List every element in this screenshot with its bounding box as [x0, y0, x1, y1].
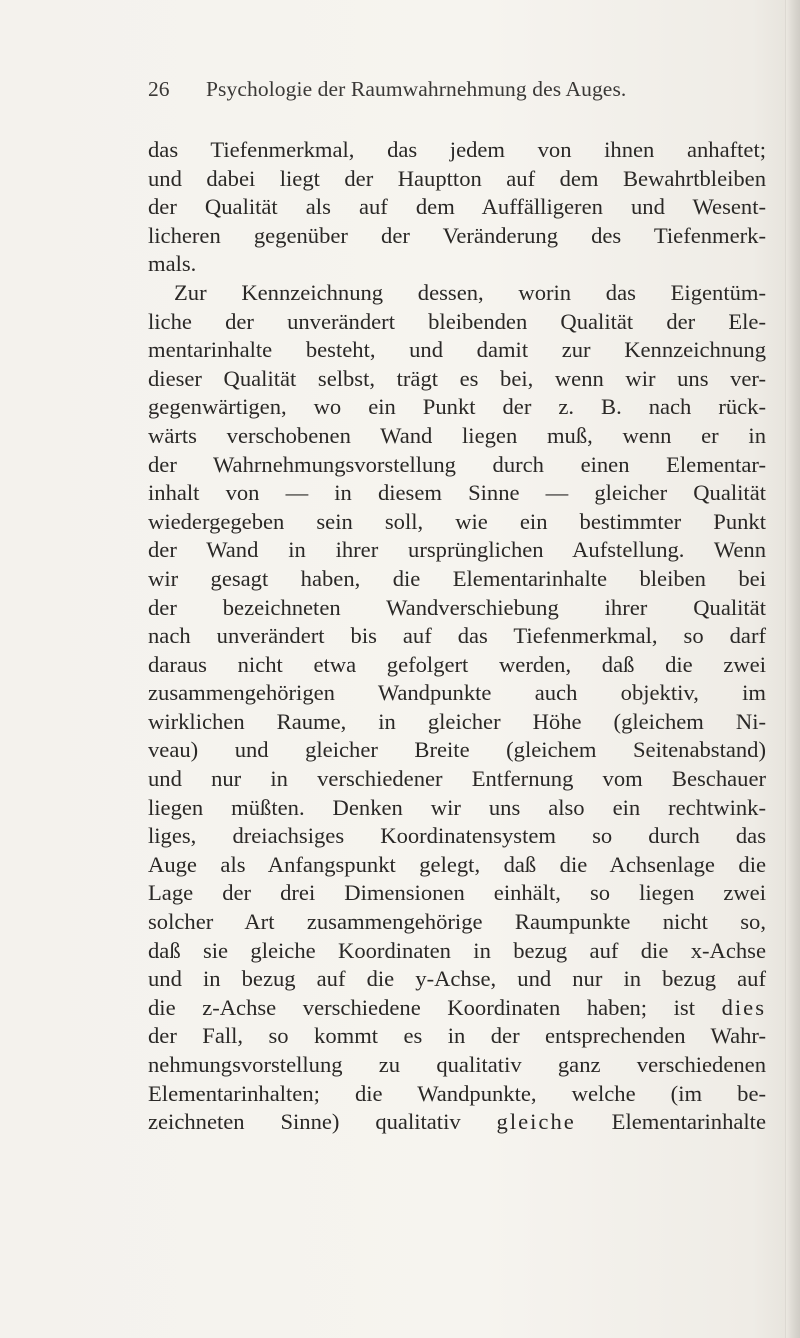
text-line: zusammengehörigen Wandpunkte auch objektiv, im: [148, 680, 766, 706]
text-line: veau) und gleicher Breite (gleichem Seitenabstand): [148, 737, 766, 763]
text-fragment: zeichneten Sinne) qualitativ: [148, 1109, 461, 1135]
text-line: licheren gegenüber der Veränderung des Tiefenmerk-: [148, 222, 766, 248]
text-line: gegenwärtigen, wo ein Punkt der z. B. nach rück-: [148, 394, 766, 420]
page-number: 26: [148, 77, 170, 101]
text-line-emphasis: [148, 1108, 766, 1137]
running-head: [148, 76, 708, 102]
text-line: mals.: [148, 251, 197, 277]
text-line: der Wahrnehmungsvorstellung durch einen Elementar-: [148, 451, 766, 477]
text-line: der Wand in ihrer ursprünglichen Aufstellung. Wenn: [148, 537, 766, 563]
text-fragment: die z-Achse verschiedene Koordinaten haben; ist: [148, 994, 695, 1020]
text-line: wiedergegeben sein soll, wie ein bestimmter Punkt: [148, 508, 766, 534]
text-line: daß sie gleiche Koordinaten in bezug auf die x-Achse: [148, 937, 766, 963]
text-line: Lage der drei Dimensionen einhält, so liegen zwei: [148, 880, 766, 906]
text-line: der Qualität als auf dem Auffälligeren und Wesent-: [148, 194, 766, 220]
text-line: daraus nicht etwa gefolgert werden, daß die zwei: [148, 651, 766, 677]
text-line-emphasis: [148, 994, 766, 1023]
text-line: und in bezug auf die y-Achse, und nur in bezug auf: [148, 966, 766, 992]
body-text: [148, 136, 766, 1137]
text-line: dieser Qualität selbst, trägt es bei, wenn wir uns ver-: [148, 365, 766, 391]
page-edge-shadow: [785, 0, 800, 1338]
running-title: Psychologie der Raumwahrnehmung des Auges.: [206, 77, 627, 101]
text-line: inhalt von — in diesem Sinne — gleicher Qualität: [148, 480, 766, 506]
text-line: liegen müßten. Denken wir uns also ein rechtwink-: [148, 794, 766, 820]
text-line: Elementarinhalten; die Wandpunkte, welche (im be-: [148, 1080, 766, 1106]
text-line: Auge als Anfangspunkt gelegt, daß die Achsenlage die: [148, 851, 766, 877]
text-line: Zur Kennzeichnung dessen, worin das Eigentüm-: [174, 279, 766, 305]
text-line: liche der unverändert bleibenden Qualität der Ele-: [148, 308, 766, 334]
text-line: der bezeichneten Wandverschiebung ihrer Qualität: [148, 594, 766, 620]
text-line: solcher Art zusammengehörige Raumpunkte nicht so,: [148, 909, 766, 935]
text-line: mentarinhalte besteht, und damit zur Kennzeichnung: [148, 337, 766, 363]
text-line: der Fall, so kommt es in der entsprechenden Wahr-: [148, 1023, 766, 1049]
text-line: liges, dreiachsiges Koordinatensystem so durch das: [148, 823, 766, 849]
spaced-emphasis: dies: [721, 994, 766, 1020]
text-line: das Tiefenmerkmal, das jedem von ihnen anhaftet;: [148, 137, 766, 162]
text-fragment: Elementarinhalte: [611, 1109, 766, 1135]
text-line: wirklichen Raume, in gleicher Höhe (gleichem Ni-: [148, 708, 766, 734]
text-line: nehmungsvorstellung zu qualitativ ganz verschiedenen: [148, 1052, 766, 1077]
text-line: und dabei liegt der Hauptton auf dem Bewahrtbleiben: [148, 165, 766, 191]
text-line: nach unverändert bis auf das Tiefenmerkmal, so darf: [148, 623, 766, 649]
text-line: wärts verschobenen Wand liegen muß, wenn er in: [148, 422, 766, 448]
text-line: und nur in verschiedener Entfernung vom Beschauer: [148, 766, 766, 792]
spaced-emphasis: gleiche: [496, 1109, 576, 1135]
text-line: wir gesagt haben, die Elementarinhalte bleiben bei: [148, 565, 766, 591]
